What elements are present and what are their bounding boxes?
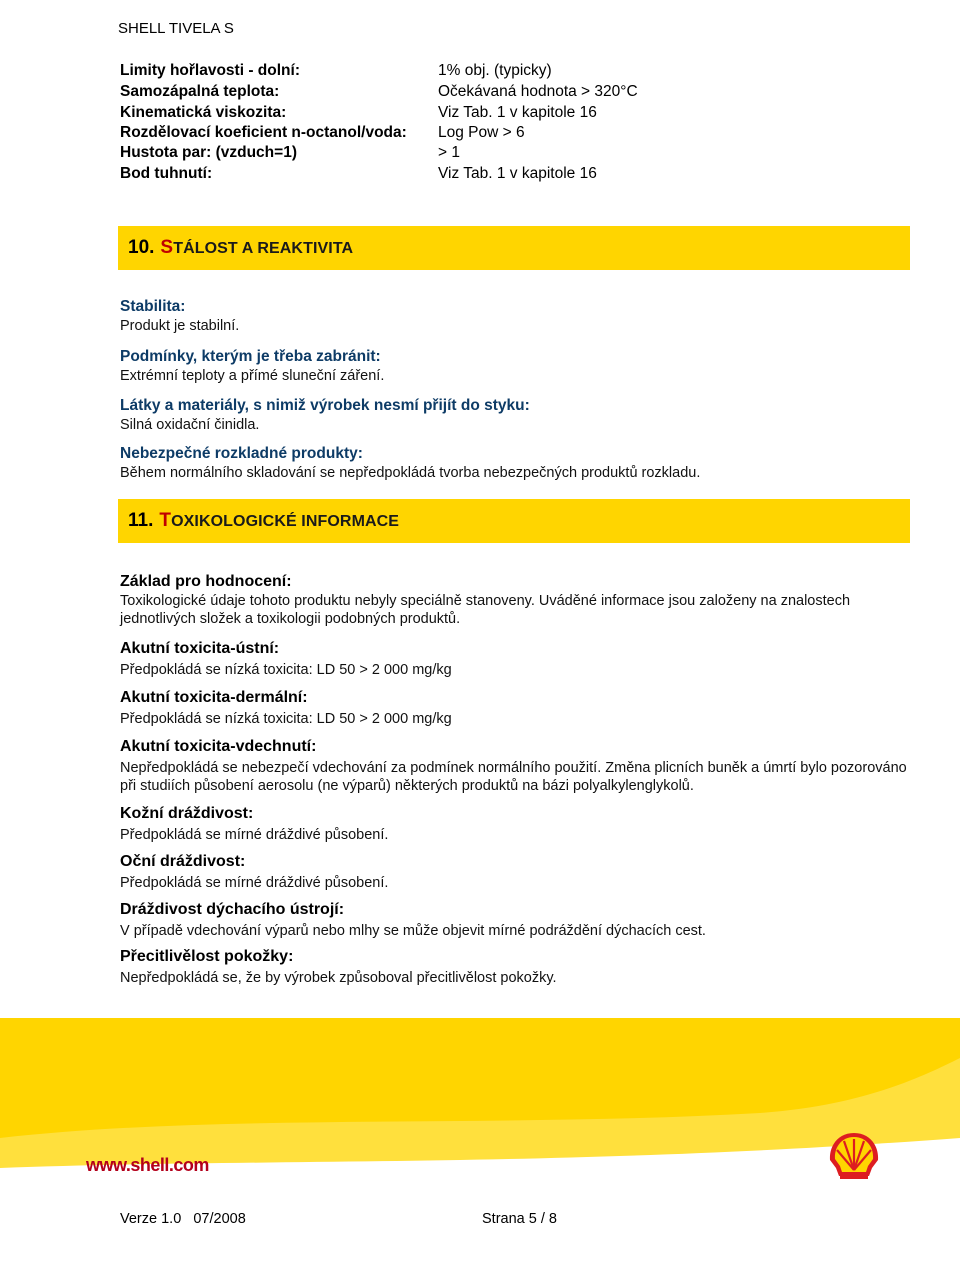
item-heading: Přecitlivělost pokožky: <box>120 948 294 965</box>
section-11-item <box>120 852 910 892</box>
property-value: 1% obj. (typicky) <box>438 62 552 79</box>
item-heading: Dráždivost dýchacího ústrojí: <box>120 901 345 918</box>
section-11-item <box>120 688 910 728</box>
section-number: 10. <box>128 237 155 258</box>
item-heading: Oční dráždivost: <box>120 853 246 870</box>
page-number: Strana 5 / 8 <box>482 1211 557 1227</box>
section-title-initial: S <box>160 237 174 258</box>
property-value: > 1 <box>438 144 460 161</box>
property-row <box>120 60 720 81</box>
item-heading: Základ pro hodnocení: <box>120 573 292 590</box>
section-11-item <box>120 572 910 628</box>
item-text: Produkt je stabilní. <box>120 318 240 334</box>
section-11-item <box>120 804 910 844</box>
section-10-item <box>120 396 910 434</box>
item-text: Předpokládá se mírné dráždivé působení. <box>120 875 389 891</box>
property-value: Viz Tab. 1 v kapitole 16 <box>438 165 597 182</box>
section-10-header <box>118 226 910 270</box>
section-title-initial: T <box>159 510 172 531</box>
shell-pecten-icon <box>826 1130 882 1182</box>
section-11-item <box>120 639 910 679</box>
section-10-item <box>120 297 910 335</box>
property-label: Bod tuhnutí: <box>120 165 213 182</box>
item-text: Extrémní teploty a přímé sluneční záření. <box>120 368 385 384</box>
property-value: Očekávaná hodnota > 320°C <box>438 83 638 100</box>
shell-website-link[interactable]: www.shell.com <box>86 1155 209 1175</box>
section-title-rest: OXIKOLOGICKÉ INFORMACE <box>171 513 400 530</box>
section-11-header <box>118 499 910 543</box>
property-row <box>120 142 720 163</box>
item-heading: Akutní toxicita-ústní: <box>120 640 280 657</box>
section-11-item <box>120 737 910 795</box>
property-row <box>120 102 720 123</box>
section-11-item <box>120 900 910 940</box>
properties-table <box>120 60 720 184</box>
property-value: Log Pow > 6 <box>438 124 525 141</box>
item-heading: Stabilita: <box>120 298 186 315</box>
section-title-rest: TÁLOST A REAKTIVITA <box>173 240 354 257</box>
section-title <box>160 237 353 259</box>
property-value: Viz Tab. 1 v kapitole 16 <box>438 104 597 121</box>
document-version: Verze 1.0 07/2008 <box>120 1211 246 1227</box>
item-heading: Látky a materiály, s nimiž výrobek nesmí přijít do styku: <box>120 397 530 414</box>
property-row <box>120 163 720 184</box>
property-label: Kinematická viskozita: <box>120 104 287 121</box>
item-heading: Podmínky, kterým je třeba zabránit: <box>120 348 381 365</box>
section-title <box>159 510 399 532</box>
property-row <box>120 81 720 102</box>
property-label: Hustota par: (vzduch=1) <box>120 144 297 161</box>
property-label: Samozápalná teplota: <box>120 83 280 100</box>
item-text: Předpokládá se nízká toxicita: LD 50 > 2 000 mg/kg <box>120 662 452 678</box>
item-text: Předpokládá se mírné dráždivé působení. <box>120 827 389 843</box>
item-text: Předpokládá se nízká toxicita: LD 50 > 2 000 mg/kg <box>120 711 452 727</box>
item-text: V případě vdechování výparů nebo mlhy se může objevit mírné podráždění dýchacích cest. <box>120 923 706 939</box>
item-text: Nepředpokládá se nebezpečí vdechování za podmínek normálního použití. Změna plicních buněk a úmrtí bylo pozorováno při studiích působení aerosolu (ne výparů) některých produktů na bázi polyalkylenglykolů. <box>120 760 907 794</box>
property-row <box>120 123 720 142</box>
item-text: Silná oxidační činidla. <box>120 417 260 433</box>
item-heading: Akutní toxicita-vdechnutí: <box>120 738 317 755</box>
item-heading: Akutní toxicita-dermální: <box>120 689 308 706</box>
item-text: Během normálního skladování se nepředpokládá tvorba nebezpečných produktů rozkladu. <box>120 465 701 481</box>
item-heading: Nebezpečné rozkladné produkty: <box>120 445 363 462</box>
property-label: Limity hořlavosti - dolní: <box>120 62 300 79</box>
section-number: 11. <box>128 510 154 531</box>
item-heading: Kožní dráždivost: <box>120 805 254 822</box>
property-label: Rozdělovací koeficient n-octanol/voda: <box>120 124 407 141</box>
item-text: Nepředpokládá se, že by výrobek způsoboval přecitlivělost pokožky. <box>120 970 557 986</box>
section-10-item <box>120 444 910 482</box>
document-title: SHELL TIVELA S <box>118 20 234 37</box>
section-10-item <box>120 347 910 385</box>
section-11-item <box>120 947 910 987</box>
item-text: Toxikologické údaje tohoto produktu nebyly speciálně stanoveny. Uváděné informace jsou založeny na znalostech jednotlivých složek a toxikologii podobných produktů. <box>120 593 851 627</box>
